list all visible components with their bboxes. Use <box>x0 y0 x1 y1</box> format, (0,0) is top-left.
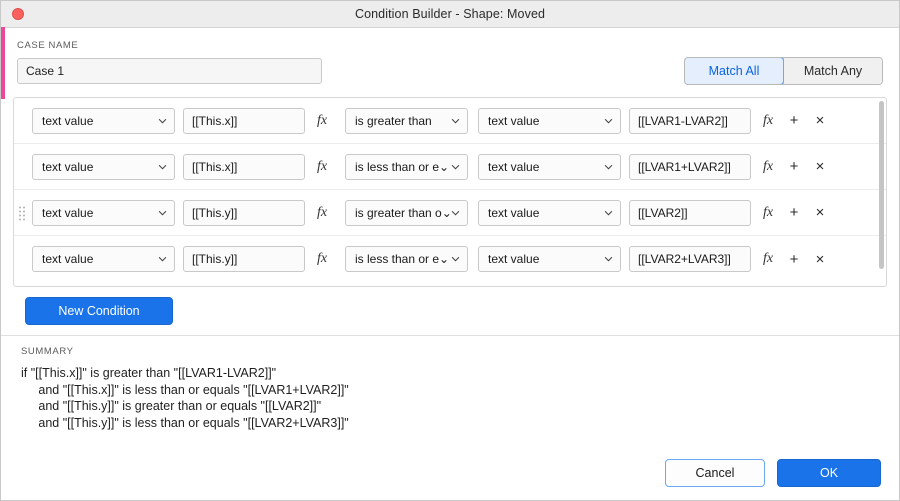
value-type-select-right[interactable] <box>478 154 621 180</box>
chevron-down-icon <box>451 210 460 216</box>
chevron-down-icon <box>158 118 167 124</box>
operator-select[interactable] <box>345 246 468 272</box>
value-type-label-right: text value <box>488 252 540 266</box>
fx-left-icon[interactable]: fx <box>316 251 328 266</box>
condition-row <box>14 98 886 144</box>
case-name-input[interactable] <box>17 58 322 84</box>
operator-label: is less than or e⌄ <box>355 252 450 266</box>
right-operand-field[interactable]: [[LVAR2+LVAR3]] <box>629 246 751 272</box>
summary-line: if "[[This.x]]" is greater than "[[LVAR1-LVAR2]]" <box>21 366 277 380</box>
chevron-down-icon <box>604 256 613 262</box>
operator-select[interactable] <box>345 108 468 134</box>
fx-left-icon[interactable]: fx <box>316 204 328 220</box>
summary-label: SUMMARY <box>21 346 74 357</box>
fx-right-icon[interactable]: fx <box>762 204 774 220</box>
left-operand-field[interactable]: [[This.x]] <box>183 108 305 134</box>
conditions-scroll-area <box>14 98 886 286</box>
cancel-button[interactable]: Cancel <box>665 459 765 487</box>
chevron-down-icon <box>158 256 167 262</box>
value-type-select[interactable] <box>32 154 175 180</box>
condition-row <box>14 190 886 236</box>
value-type-label-right: text value <box>488 159 540 174</box>
case-name-label: CASE NAME <box>17 40 79 51</box>
dialog-footer <box>1 446 899 500</box>
match-all-button[interactable]: Match All <box>684 57 784 85</box>
case-section <box>1 28 899 85</box>
operator-select[interactable] <box>345 200 468 226</box>
value-type-select-right[interactable] <box>478 246 621 272</box>
add-condition-button[interactable]: + <box>789 204 799 221</box>
window-title: Condition Builder - Shape: Moved <box>354 7 546 21</box>
value-type-label-right: text value <box>488 205 540 220</box>
left-operand-field[interactable]: [[This.y]] <box>183 246 305 272</box>
value-type-select-right[interactable] <box>478 108 621 134</box>
value-type-select[interactable] <box>32 246 175 272</box>
conditions-scrollbar[interactable] <box>879 101 884 283</box>
operator-select[interactable] <box>345 154 468 180</box>
chevron-down-icon <box>604 210 613 216</box>
value-type-label: text value <box>42 113 94 128</box>
operator-label: is less than or e⌄ <box>355 159 450 174</box>
summary-section <box>1 336 899 446</box>
value-type-label: text value <box>42 205 94 220</box>
fx-right-icon[interactable]: fx <box>762 251 774 266</box>
match-any-button[interactable]: Match Any <box>784 58 882 84</box>
remove-condition-button[interactable]: × <box>815 250 825 268</box>
condition-row <box>14 144 886 190</box>
fx-right-icon[interactable]: fx <box>762 158 774 174</box>
chevron-down-icon <box>158 210 167 216</box>
chevron-down-icon <box>158 164 167 170</box>
fx-left-icon[interactable]: fx <box>316 158 328 174</box>
close-icon[interactable] <box>12 8 24 20</box>
left-operand-field[interactable]: [[This.y]] <box>183 200 305 226</box>
fx-right-icon[interactable]: fx <box>762 112 774 128</box>
right-operand-field[interactable]: [[LVAR1+LVAR2]] <box>629 154 751 180</box>
left-operand-field[interactable]: [[This.x]] <box>183 154 305 180</box>
value-type-select[interactable] <box>32 108 175 134</box>
remove-condition-button[interactable]: × <box>815 204 825 221</box>
chevron-down-icon <box>451 164 460 170</box>
add-condition-button[interactable]: + <box>789 112 799 129</box>
summary-line: and "[[This.y]]" is less than or equals "[[LVAR2+LVAR3]]" <box>21 415 349 430</box>
conditions-list <box>13 97 887 287</box>
new-condition-button[interactable]: New Condition <box>25 297 173 325</box>
fx-left-icon[interactable]: fx <box>316 112 328 128</box>
remove-condition-button[interactable]: × <box>815 112 825 129</box>
value-type-select[interactable] <box>32 200 175 226</box>
scrollbar-thumb[interactable] <box>879 101 884 269</box>
chevron-down-icon <box>604 118 613 124</box>
summary-line: and "[[This.x]]" is less than or equals "[[LVAR1+LVAR2]]" <box>21 382 349 397</box>
match-mode-group <box>684 57 883 85</box>
operator-label: is greater than <box>355 113 432 128</box>
chevron-down-icon <box>604 164 613 170</box>
title-bar <box>1 1 899 28</box>
value-type-label-right: text value <box>488 113 540 128</box>
right-operand-field[interactable]: [[LVAR2]] <box>629 200 751 226</box>
value-type-label: text value <box>42 252 94 266</box>
drag-handle-icon[interactable] <box>19 206 26 219</box>
chevron-down-icon <box>451 256 460 262</box>
remove-condition-button[interactable]: × <box>815 158 825 175</box>
value-type-select-right[interactable] <box>478 200 621 226</box>
operator-label: is greater than o⌄ <box>355 205 452 220</box>
add-condition-button[interactable]: + <box>789 158 799 175</box>
condition-row <box>14 236 886 282</box>
summary-line: and "[[This.y]]" is greater than or equals "[[LVAR2]]" <box>21 399 322 413</box>
value-type-label: text value <box>42 159 94 174</box>
ok-button[interactable]: OK <box>777 459 881 487</box>
chevron-down-icon <box>451 118 460 124</box>
add-condition-button[interactable]: + <box>789 250 799 268</box>
new-condition-area <box>1 287 899 335</box>
case-row <box>17 57 883 85</box>
right-operand-field[interactable]: [[LVAR1-LVAR2]] <box>629 108 751 134</box>
